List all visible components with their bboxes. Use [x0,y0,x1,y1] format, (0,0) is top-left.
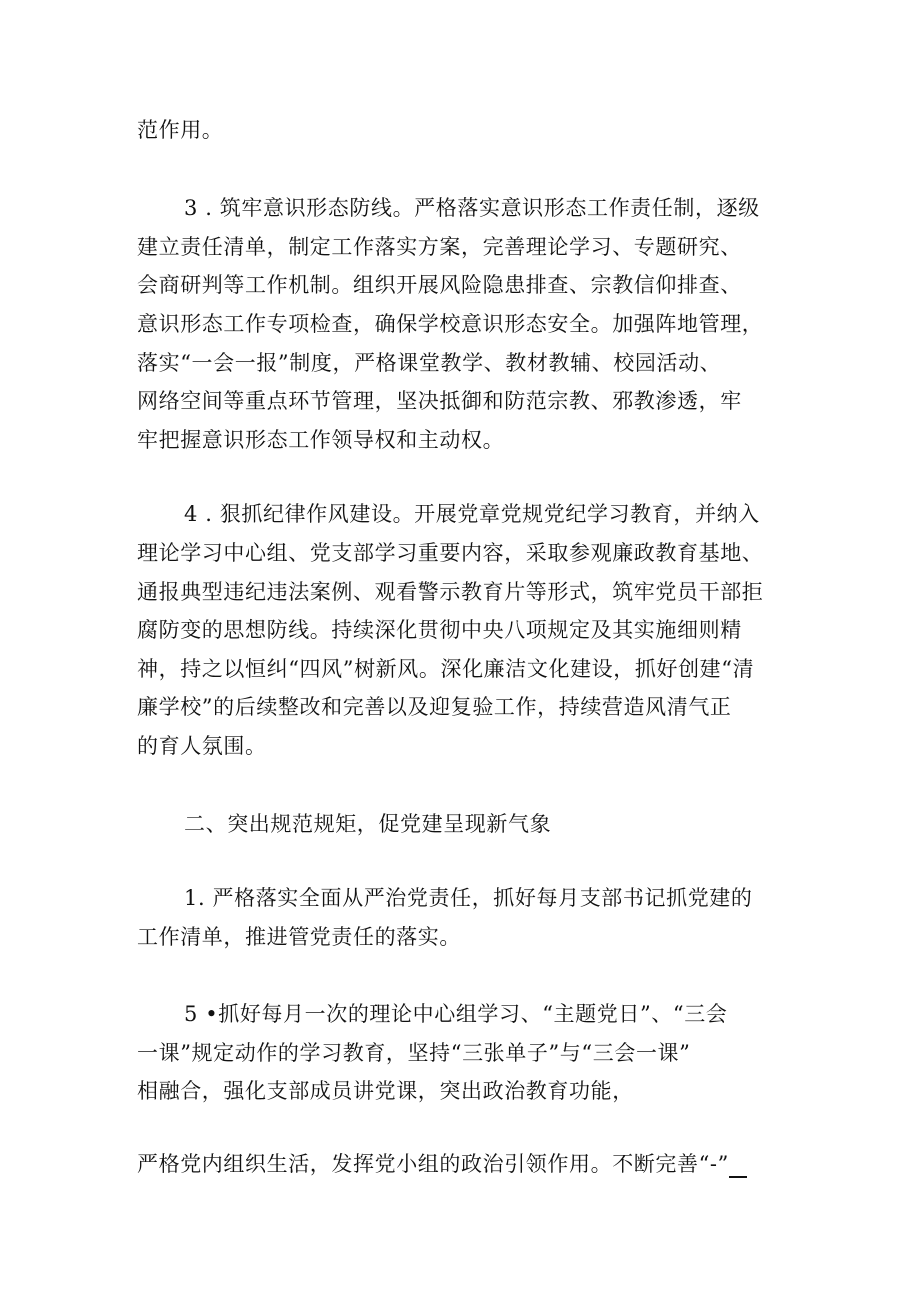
section-heading: 二、突出规范规矩，促党建呈现新气象 [184,812,552,836]
paragraph-line: 5 •抓好每月一次的理论中心组学习、“主题党日”、“三会 [184,1002,728,1026]
paragraph-line: 会商研判等工作机制。组织开展风险隐患排查、宗教信仰排查、 [137,273,742,297]
paragraph-line: 通报典型违纪违法案例、观看警示教育片等形式，筑牢党员干部拒 [137,580,764,604]
paragraph-line-text: 严格党内组织生活，发挥党小组的政治引领作用。不断完善“-” [137,1152,729,1176]
paragraph-line [137,1150,747,1178]
paragraph-line: 落实“一会一报”制度，严格课堂教学、教材教辅、校园活动、 [137,351,722,375]
paragraph-line: 牢把握意识形态工作领导权和主动权。 [137,428,505,452]
paragraph-line: 相融合，强化支部成员讲党课，突出政治教育功能， [137,1079,634,1103]
paragraph-line: 4 . 狠抓纪律作风建设。开展党章党规党纪学习教育，并纳入 [184,502,760,526]
paragraph-line: 理论学习中心组、党支部学习重要内容，采取参观廉政教育基地、 [137,541,764,565]
paragraph-line: 建立责任清单，制定工作落实方案，完善理论学习、专题研究、 [137,235,742,259]
paragraph-line: 的育人氛围。 [137,734,267,758]
paragraph-line: 网络空间等重点环节管理，坚决抵御和防范宗教、邪教渗透，牢 [137,389,742,413]
paragraph-line: 腐防变的思想防线。持续深化贯彻中央八项规定及其实施细则精 [137,618,742,642]
paragraph-line: 工作清单，推进管党责任的落实。 [137,925,461,949]
paragraph-line: 1. 严格落实全面从严治党责任，抓好每月支部书记抓党建的 [184,886,753,910]
paragraph-line: 意识形态工作专项检查，确保学校意识形态安全。加强阵地管理， [137,312,764,336]
underline-mark [729,1156,747,1178]
paragraph-line: 3 . 筑牢意识形态防线。严格落实意识形态工作责任制，逐级 [184,196,760,220]
paragraph-line: 范作用。 [137,118,224,142]
paragraph-line: 一课”规定动作的学习教育，坚持“三张单子”与“三会一课” [137,1041,691,1065]
paragraph-line: 神，持之以恒纠“四风”树新风。深化廉洁文化建设，抓好创建“清 [137,657,755,681]
paragraph-line: 廉学校”的后续整改和完善以及迎复验工作，持续营造风清气正 [137,695,732,719]
